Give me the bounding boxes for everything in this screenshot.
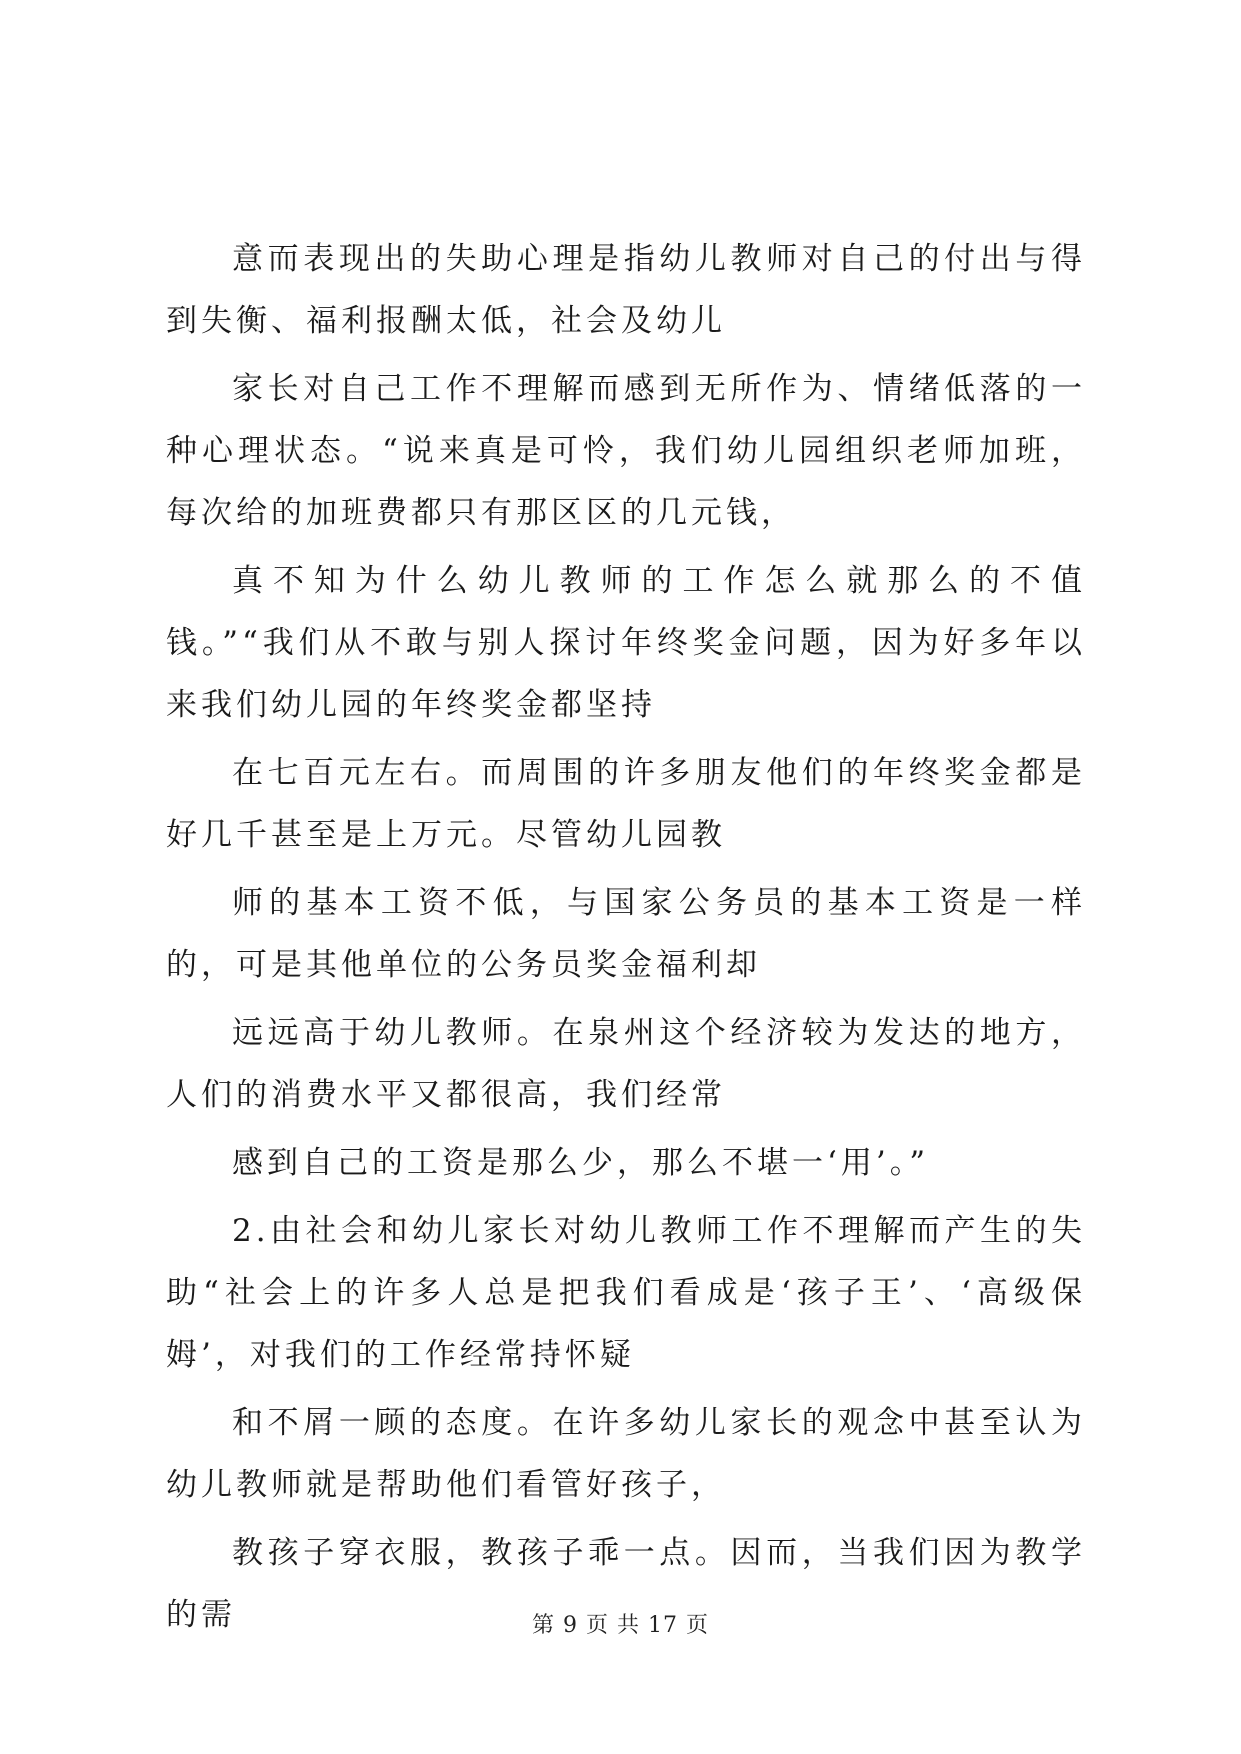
document-body bbox=[166, 228, 1086, 1652]
paragraph: 远远高于幼儿教师。在泉州这个经济较为发达的地方，人们的消费水平又都很高，我们经常 bbox=[166, 1015, 1086, 1113]
page-number-footer: 第 9 页 共 17 页 bbox=[532, 1613, 709, 1638]
paragraph: 感到自己的工资是那么少，那么不堪一‘用’。” bbox=[232, 1145, 930, 1181]
paragraph: 意而表现出的失助心理是指幼儿教师对自己的付出与得到失衡、福利报酬太低，社会及幼儿 bbox=[166, 241, 1086, 339]
paragraph: 家长对自己工作不理解而感到无所作为、情绪低落的一种心理状态。“说来真是可怜，我们幼儿园组织老师加班，每次给的加班费都只有那区区的几元钱， bbox=[166, 371, 1086, 531]
paragraph: 师的基本工资不低，与国家公务员的基本工资是一样的，可是其他单位的公务员奖金福利却 bbox=[166, 885, 1086, 983]
paragraph: 和不屑一顾的态度。在许多幼儿家长的观念中甚至认为幼儿教师就是帮助他们看管好孩子， bbox=[166, 1405, 1086, 1503]
paragraph: 2.由社会和幼儿家长对幼儿教师工作不理解而产生的失助“社会上的许多人总是把我们看成是‘孩子王’、‘高级保姆’，对我们的工作经常持怀疑 bbox=[166, 1213, 1086, 1373]
paragraph: 在七百元左右。而周围的许多朋友他们的年终奖金都是好几千甚至是上万元。尽管幼儿园教 bbox=[166, 755, 1086, 853]
paragraph: 教孩子穿衣服，教孩子乖一点。因而，当我们因为教学的需 bbox=[166, 1535, 1086, 1633]
paragraph: 真不知为什么幼儿教师的工作怎么就那么的不值钱。”“我们从不敢与别人探讨年终奖金问题，因为好多年以来我们幼儿园的年终奖金都坚持 bbox=[166, 563, 1086, 723]
